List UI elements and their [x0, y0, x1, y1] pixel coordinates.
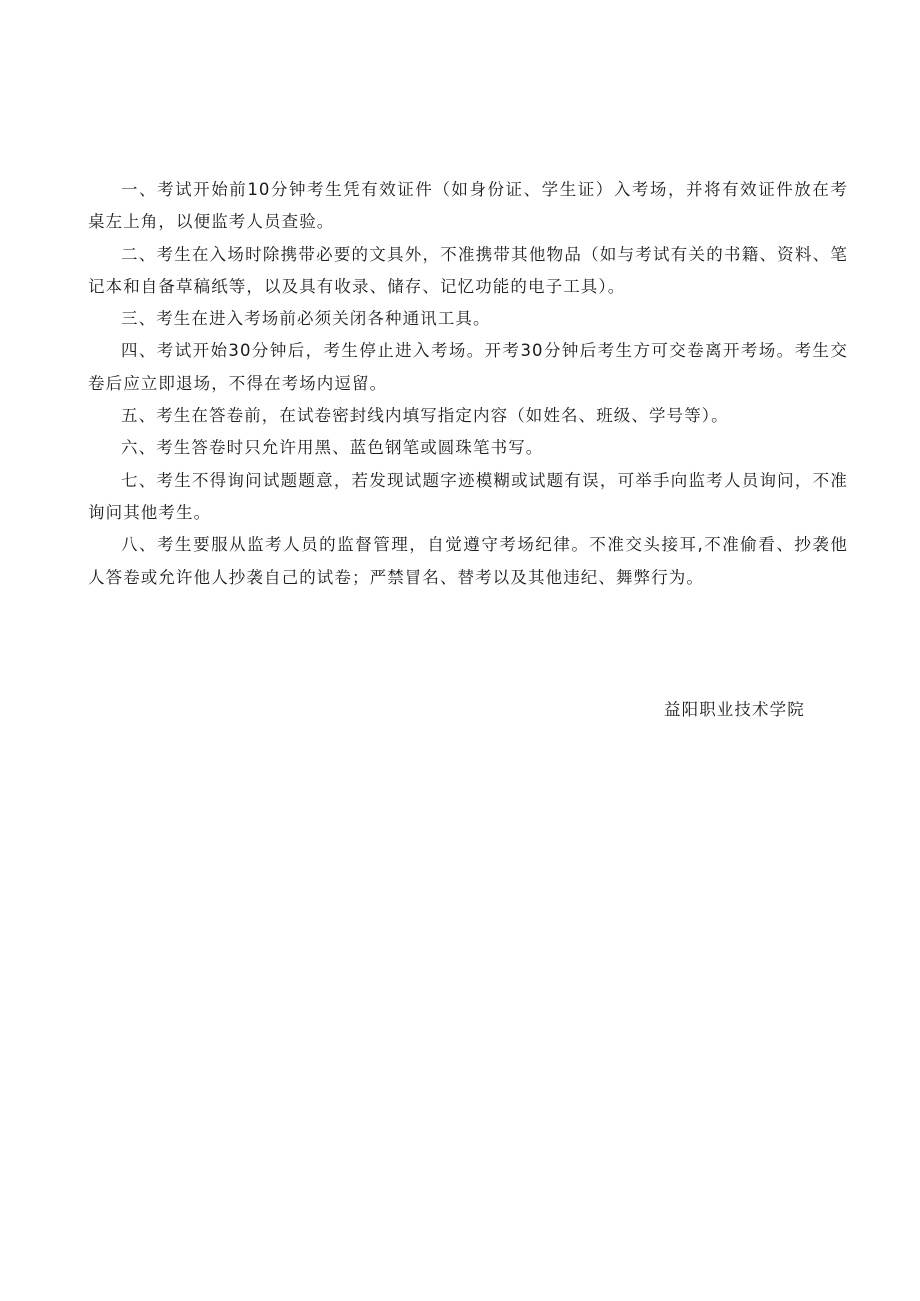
rule-paragraph-3: 三、考生在进入考场前必须关闭各种通讯工具。: [121, 309, 491, 329]
rule-paragraph-6: 六、考生答卷时只允许用黑、蓝色钢笔或圆珠笔书写。: [121, 438, 544, 458]
rule-paragraph-1: 一、考试开始前10分钟考生凭有效证件（如身份证、学生证）入考场，并将有效证件放在考桌左上角，以便监考人员查验。: [88, 180, 848, 232]
exam-rules-list: [88, 174, 848, 594]
rule-paragraph-7: 七、考生不得询问试题题意，若发现试题字迹模糊或试题有误，可举手向监考人员询问，不准询问其他考生。: [88, 470, 848, 522]
issuer-signature: 益阳职业技术学院: [664, 700, 805, 719]
rule-paragraph-8: 八、考生要服从监考人员的监督管理，自觉遵守考场纪律。不准交头接耳,不准偷看、抄袭他人答卷或允许他人抄袭自己的试卷；严禁冒名、替考以及其他违纪、舞弊行为。: [88, 535, 848, 587]
rule-paragraph-4: 四、考试开始30分钟后，考生停止进入考场。开考30分钟后考生方可交卷离开考场。考生交卷后应立即退场，不得在考场内逗留。: [88, 341, 848, 393]
rule-paragraph-2: 二、考生在入场时除携带必要的文具外，不准携带其他物品（如与考试有关的书籍、资料、笔记本和自备草稿纸等，以及具有收录、储存、记忆功能的电子工具）。: [88, 244, 848, 296]
rule-paragraph-5: 五、考生在答卷前，在试卷密封线内填写指定内容（如姓名、班级、学号等）。: [121, 406, 729, 426]
